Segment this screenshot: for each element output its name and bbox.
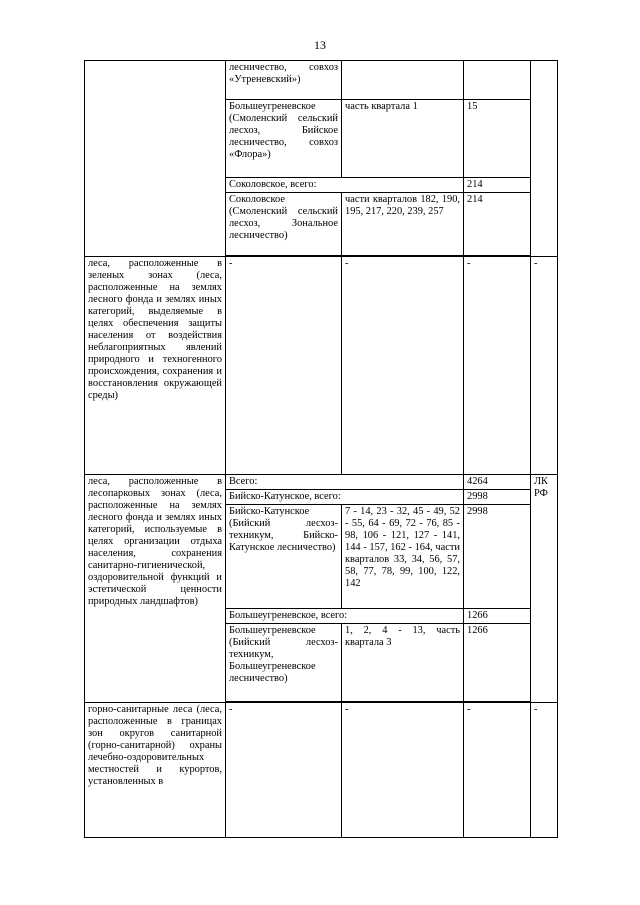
doc-cell: - (531, 703, 558, 838)
area-cell: 2998 (464, 505, 531, 609)
page-number: 13 (314, 38, 326, 52)
area-cell: - (464, 703, 531, 838)
total-area: 4264 (464, 475, 531, 490)
total-label: Всего: (226, 475, 464, 490)
quarters-cell: 1, 2, 4 - 13, часть квартала 3 (342, 624, 464, 702)
table-row (85, 61, 558, 100)
subtotal-area: 1266 (464, 609, 531, 624)
area-cell: 1266 (464, 624, 531, 702)
category-cell: леса, расположенные в лесопарковых зонах (леса, расположенные на землях лесного фонда и землях иных категорий, используемые в целях организации отдыха населения, сохранения санитарно-гигиенической, оздоровительной функций и эстетической ценности природных ландшафтов) (85, 475, 226, 703)
area-cell (464, 61, 531, 100)
subtotal-label: Бийско-Катунское, всего: (226, 490, 464, 505)
table-row (85, 703, 558, 838)
subtotal-area: 214 (464, 178, 531, 193)
subtotal-label: Большеугреневское, всего: (226, 609, 464, 624)
quarters-cell: части кварталов 182, 190, 195, 217, 220, 239, 257 (342, 193, 464, 256)
table-row (85, 257, 558, 475)
forest-table (84, 60, 558, 838)
doc-cell: ЛК РФ (531, 475, 558, 703)
district-cell: лесничество, совхоз «Утреневский») (226, 61, 342, 100)
subtotal-area: 2998 (464, 490, 531, 505)
district-cell: Соколовское (Смоленский сельский лесхоз, Зональное лесничество) (226, 193, 342, 256)
area-cell: 15 (464, 100, 531, 178)
district-cell: Большеугреневское (Смоленский сельский лесхоз, Бийское лесничество, совхоз «Флора») (226, 100, 342, 178)
quarters-cell: - (342, 257, 464, 475)
quarters-cell: 7 - 14, 23 - 32, 45 - 49, 52 - 55, 64 - 69, 72 - 76, 85 - 98, 106 - 121, 127 - 141, 144 - 157, 162 - 164, части кварталов 33, 34, 56, 57, 58, 77, 78, 99, 100, 122, 142 (342, 505, 464, 609)
quarters-cell: часть квартала 1 (342, 100, 464, 178)
doc-cell (531, 61, 558, 257)
category-cell: леса, расположенные в зеленых зонах (леса, расположенные на землях лесного фонда и землях иных категорий, выделяемые в целях обеспечения защиты населения от воздействия неблагоприятных явлений природного и техногенного происхождения, сохранения и восстановления окружающей среды) (85, 257, 226, 475)
area-cell: - (464, 257, 531, 475)
district-cell: Большеугреневское (Бийский лесхоз-техникум, Большеугреневское лесничество) (226, 624, 342, 702)
doc-cell: - (531, 257, 558, 475)
area-cell: 214 (464, 193, 531, 256)
quarters-cell: - (342, 703, 464, 838)
district-cell: Бийско-Катунское (Бийский лесхоз-техникум, Бийско-Катунское лесничество) (226, 505, 342, 609)
category-cell: горно-санитарные леса (леса, расположенные в границах зон округов санитарной (горно-санитарной) охраны лечебно-оздоровительных местностей и курортов, установленных в (85, 703, 226, 838)
district-cell: - (226, 703, 342, 838)
district-cell: - (226, 257, 342, 475)
quarters-cell (342, 61, 464, 100)
subtotal-label: Соколовское, всего: (226, 178, 464, 193)
table-row (85, 475, 558, 490)
category-cell (85, 61, 226, 257)
